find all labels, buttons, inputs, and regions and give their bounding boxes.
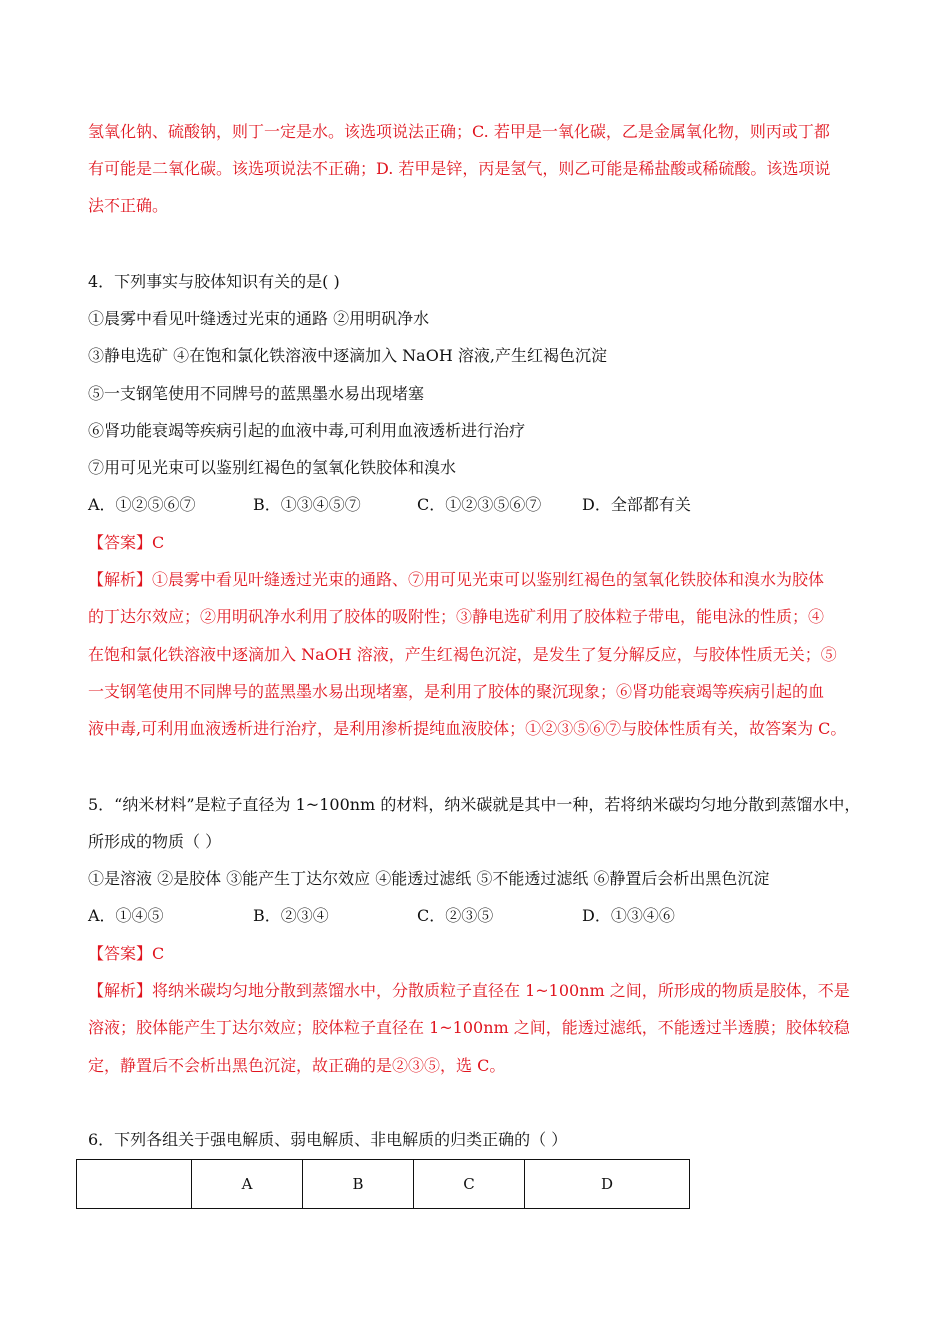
q6-stem: 6．下列各组关于强电解质、弱电解质、非电解质的归类正确的（ ）: [88, 1130, 568, 1149]
q5-answer: 【答案】C: [88, 944, 165, 963]
q5-option-a: A．①④⑤: [88, 906, 164, 925]
q4-item: ⑤一支钢笔使用不同牌号的蓝黑墨水易出现堵塞: [88, 384, 425, 403]
q5-stem-line-1: 5．“纳米材料”是粒子直径为 1~100nm 的材料，纳米碳就是其中一种，若将纳米碳均匀地分散到蒸馏水中，: [88, 795, 861, 814]
q4-option-a: A．①②⑤⑥⑦: [88, 495, 196, 514]
table-header-cell: C: [414, 1160, 525, 1209]
q4-item: ⑦用可见光束可以鉴别红褐色的氢氧化铁胶体和溴水: [88, 458, 457, 477]
q4-option-b: B．①③④⑤⑦: [253, 495, 361, 514]
q4-analysis-line: 在饱和氯化铁溶液中逐滴加入 NaOH 溶液，产生红褐色沉淀，是发生了复分解反应，与胶体性质无关；⑤: [88, 645, 837, 664]
q5-items: ①是溶液 ②是胶体 ③能产生丁达尔效应 ④能透过滤纸 ⑤不能透过滤纸 ⑥静置后会析出黑色沉淀: [88, 869, 770, 888]
table-row: [77, 1160, 690, 1209]
q4-item: ③静电选矿 ④在饱和氯化铁溶液中逐滴加入 NaOH 溶液,产生红褐色沉淀: [88, 346, 607, 365]
q4-analysis-line: 一支钢笔使用不同牌号的蓝黑墨水易出现堵塞，是利用了胶体的聚沉现象；⑥肾功能衰竭等疾病引起的血: [88, 682, 825, 701]
q5-analysis-line: 定，静置后不会析出黑色沉淀，故正确的是②③⑤，选 C。: [88, 1056, 506, 1075]
explanation-line-1: 氢氧化钠、硫酸钠，则丁一定是水。该选项说法正确；C. 若甲是一氧化碳，乙是金属氧化物，则丙或丁都: [88, 122, 830, 141]
q5-option-c: C．②③⑤: [417, 906, 494, 925]
q5-option-d: D．①③④⑥: [582, 906, 675, 925]
q4-item: ⑥肾功能衰竭等疾病引起的血液中毒,可利用血液透析进行治疗: [88, 421, 526, 440]
q5-options: [88, 905, 888, 927]
q6-table: [76, 1159, 690, 1209]
explanation-line-3: 法不正确。: [88, 196, 169, 215]
q4-analysis-line: 液中毒,可利用血液透析进行治疗，是利用渗析提纯血液胶体；①②③⑤⑥⑦与胶体性质有关，故答案为 C。: [88, 719, 847, 738]
q4-stem: 4．下列事实与胶体知识有关的是( ): [88, 272, 340, 291]
table-header-cell: A: [192, 1160, 303, 1209]
table-header-cell: [77, 1160, 192, 1209]
q4-option-d: D．全部都有关: [582, 495, 691, 514]
q4-options: [88, 494, 888, 516]
table-header-cell: D: [525, 1160, 690, 1209]
q5-analysis-line: 【解析】将纳米碳均匀地分散到蒸馏水中，分散质粒子直径在 1~100nm 之间，所形成的物质是胶体，不是: [88, 981, 850, 1000]
q5-stem-line-2: 所形成的物质（ ）: [88, 832, 222, 851]
q4-option-c: C．①②③⑤⑥⑦: [417, 495, 542, 514]
table-header-cell: B: [303, 1160, 414, 1209]
explanation-line-2: 有可能是二氧化碳。该选项说法不正确；D. 若甲是锌，丙是氢气，则乙可能是稀盐酸或稀硫酸。该选项说: [88, 159, 831, 178]
q4-analysis-line: 【解析】①晨雾中看见叶缝透过光束的通路、⑦用可见光束可以鉴别红褐色的氢氧化铁胶体和溴水为胶体: [88, 570, 825, 589]
q5-analysis-line: 溶液；胶体能产生丁达尔效应；胶体粒子直径在 1~100nm 之间，能透过滤纸，不能透过半透膜；胶体较稳: [88, 1018, 850, 1037]
q4-answer: 【答案】C: [88, 533, 165, 552]
q4-analysis-line: 的丁达尔效应；②用明矾净水利用了胶体的吸附性；③静电选矿利用了胶体粒子带电，能电泳的性质；④: [88, 607, 825, 626]
q4-item: ①晨雾中看见叶缝透过光束的通路 ②用明矾净水: [88, 309, 430, 328]
q5-option-b: B．②③④: [253, 906, 329, 925]
